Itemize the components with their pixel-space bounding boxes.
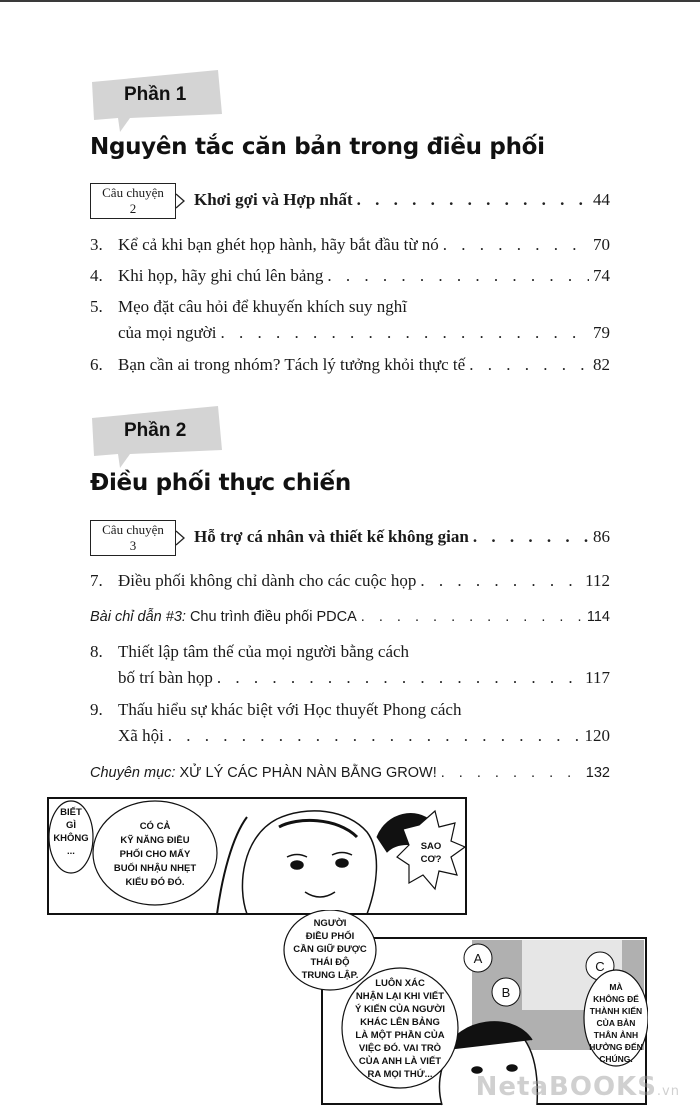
toc-entry-3[interactable] xyxy=(90,235,610,255)
leader-dots xyxy=(217,668,581,688)
guide-title: Chu trình điều phối PDCA xyxy=(189,609,357,625)
bubble-top-line5: TRUNG LẬP. xyxy=(301,970,359,981)
entry-page: 79 xyxy=(593,323,610,342)
entry-number: 3. xyxy=(90,235,103,254)
entry-title: Điều phối không chỉ dành cho các cuộc họp xyxy=(118,571,417,590)
leader-dots xyxy=(361,609,583,625)
story3-title: Hỗ trợ cá nhân và thiết kế không gian xyxy=(194,527,469,546)
bubble-mid-line1: LUÔN XÁC xyxy=(375,978,425,989)
toc-column[interactable] xyxy=(90,765,610,781)
board-letter-c: C xyxy=(595,959,605,974)
bubble-left-line2: GÌ xyxy=(65,820,77,831)
entry-number: 4. xyxy=(90,266,103,285)
leader-dots xyxy=(420,571,581,591)
leader-dots xyxy=(473,527,589,547)
toc-entry-9[interactable] xyxy=(90,700,610,746)
watermark-brand: NetaBOOKS xyxy=(475,1072,657,1102)
entry-page: 117 xyxy=(585,668,610,687)
bubble-mid-line2: NHẬN LẠI KHI VIẾT xyxy=(355,991,445,1002)
part2-tag xyxy=(90,404,220,466)
bubble-right-line6: HƯỞNG ĐẾN xyxy=(589,1042,643,1052)
toc-entry-7[interactable] xyxy=(90,571,610,591)
bubble-left-line1: BIẾT xyxy=(60,807,82,818)
bubble-right-line1: MÀ xyxy=(609,982,623,992)
bubble-main-line4: BUỔI NHẬU NHẸT xyxy=(113,863,197,874)
entry-number: 8. xyxy=(90,642,103,661)
bubble-right-line1: SAO xyxy=(420,841,442,852)
story3-page: 86 xyxy=(593,527,610,546)
entry-number: 6. xyxy=(90,355,103,374)
entry-title-line2: bố trí bàn họp xyxy=(118,668,213,687)
entry-page: 70 xyxy=(593,235,610,254)
column-title: XỬ LÝ CÁC PHÀN NÀN BẰNG GROW! xyxy=(179,765,437,781)
story3-entry[interactable] xyxy=(90,520,610,560)
story3-number: 3 xyxy=(129,538,137,553)
bubble-mid-line3: Ý KIẾN CỦA NGƯỜI xyxy=(354,1004,446,1015)
entry-page: 74 xyxy=(593,266,610,285)
bubble-mid-line4: KHÁC LÊN BẢNG xyxy=(360,1017,440,1028)
entry-title-line1: Thiết lập tâm thế của mọi người bằng cách xyxy=(118,642,410,661)
entry-number: 5. xyxy=(90,297,103,316)
bubble-main-line2: KỸ NĂNG ĐIỀU xyxy=(120,835,190,846)
entry-title-line1: Mẹo đặt câu hỏi để khuyến khích suy nghĩ xyxy=(118,297,407,316)
entry-title: Khi họp, hãy ghi chú lên bảng xyxy=(118,266,324,285)
entry-page: 114 xyxy=(586,609,610,625)
entry-page: 132 xyxy=(585,765,610,781)
entry-title-line2: của mọi người xyxy=(118,323,217,342)
bubble-right-line3: THÀNH KIẾN xyxy=(589,1006,643,1016)
bubble-mid-line6: VIỆC ĐÓ. VAI TRÒ xyxy=(358,1043,442,1054)
watermark xyxy=(476,1072,680,1102)
leader-dots xyxy=(327,266,589,286)
bubble-main-line3: PHỐI CHO MẤY xyxy=(119,849,191,860)
toc-entry-4[interactable] xyxy=(90,266,610,286)
toc-entry-8[interactable] xyxy=(90,642,610,688)
leader-dots xyxy=(469,355,589,375)
part2-title: Điều phối thực chiến xyxy=(90,470,351,496)
entry-title: Kể cả khi bạn ghét họp hành, hãy bắt đầu từ nó xyxy=(118,235,439,254)
story2-entry[interactable] xyxy=(90,183,610,223)
top-rule xyxy=(0,0,700,2)
story2-label: Câu chuyện xyxy=(102,185,164,200)
leader-dots xyxy=(441,765,582,781)
bubble-main-line5: KIỂU ĐÓ ĐÓ. xyxy=(125,877,185,888)
bubble-main-line1: CÓ CẢ xyxy=(139,821,171,832)
column-prefix: Chuyên mục: xyxy=(90,765,176,781)
board-letter-b: B xyxy=(501,985,511,1000)
bubble-right-line5: THÂN ẢNH xyxy=(593,1030,639,1040)
story3-label-box xyxy=(90,520,176,556)
story2-page: 44 xyxy=(593,190,610,209)
story2-number: 2 xyxy=(129,201,137,216)
bubble-mid-line8: RA MỌI THỨ... xyxy=(367,1069,433,1080)
entry-page: 112 xyxy=(585,571,610,590)
entry-number: 9. xyxy=(90,700,103,719)
entry-title: Bạn cần ai trong nhóm? Tách lý tưởng khỏi thực tế xyxy=(118,355,466,374)
entry-page: 120 xyxy=(584,726,610,745)
story3-label: Câu chuyện xyxy=(102,522,164,537)
chevron-right-icon xyxy=(174,193,188,209)
board-letter-a: A xyxy=(473,951,483,966)
chevron-right-icon xyxy=(174,530,188,546)
entry-title-line2: Xã hội xyxy=(118,726,164,745)
comic-panel-1 xyxy=(47,797,467,915)
story2-label-box xyxy=(90,183,176,219)
bubble-left-line3: KHÔNG xyxy=(53,833,89,844)
guide-prefix: Bài chỉ dẫn #3: xyxy=(90,609,186,625)
bubble-top-line4: THÁI ĐỘ xyxy=(310,957,350,968)
leader-dots xyxy=(220,323,589,343)
part1-tag-label: Phần 1 xyxy=(124,84,187,105)
entry-title-line1: Thấu hiểu sự khác biệt với Học thuyết Phong cách xyxy=(118,700,462,719)
bubble-left-line4: ... xyxy=(67,846,75,857)
story2-title: Khơi gợi và Hợp nhất xyxy=(194,190,353,209)
bubble-mid-line7: CỦA ANH LÀ VIẾT xyxy=(358,1056,442,1067)
part1-title: Nguyên tắc căn bản trong điều phối xyxy=(90,134,545,160)
entry-number: 7. xyxy=(90,571,103,590)
bubble-top-line3: CẦN GIỮ ĐƯỢC xyxy=(293,944,367,955)
bubble-right-line2: KHÔNG ĐỂ xyxy=(593,994,639,1004)
toc-entry-6[interactable] xyxy=(90,355,610,375)
bubble-top-line2: ĐIỀU PHỐI xyxy=(305,931,355,942)
leader-dots xyxy=(357,190,589,210)
watermark-suffix: .vn xyxy=(656,1084,680,1099)
bubble-mid-line5: LÀ MỘT PHẦN CỦA xyxy=(355,1030,445,1041)
leader-dots xyxy=(443,235,589,255)
toc-entry-5[interactable] xyxy=(90,297,610,343)
toc-guide-3[interactable] xyxy=(90,609,610,625)
bubble-right-line4: CỦA BẢN xyxy=(596,1018,636,1028)
bubble-right-line7: CHÚNG. xyxy=(599,1054,633,1064)
bubble-right-line2: CƠ? xyxy=(420,854,442,865)
bubble-top-line1: NGƯỜI xyxy=(313,918,347,929)
part1-tag xyxy=(90,68,220,130)
entry-page: 82 xyxy=(593,355,610,374)
leader-dots xyxy=(168,726,581,746)
part2-tag-label: Phần 2 xyxy=(124,420,187,441)
